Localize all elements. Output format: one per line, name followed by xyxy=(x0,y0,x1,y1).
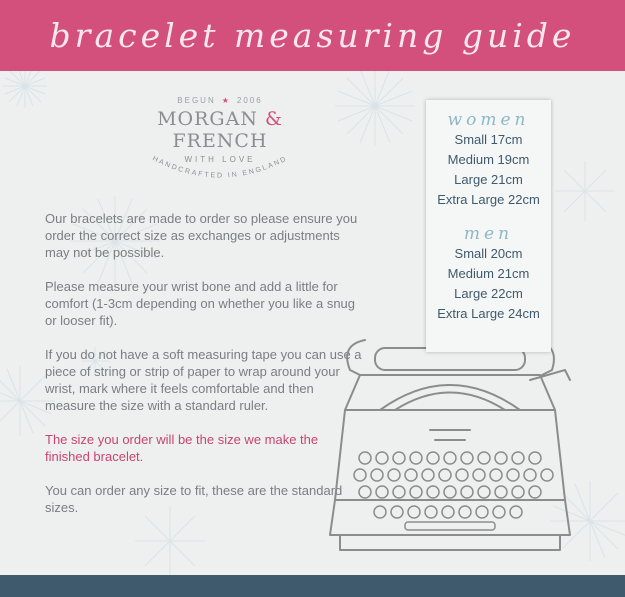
men-size-extra-large: Extra Large 24cm xyxy=(437,306,540,321)
logo-begun-label: BEGUN xyxy=(177,96,216,105)
logo-established xyxy=(110,96,330,105)
header-banner xyxy=(0,0,625,71)
logo-subtitle: WITH LOVE xyxy=(184,155,256,164)
star-icon: ★ xyxy=(221,96,231,105)
size-chart-card xyxy=(426,100,551,352)
women-size-large: Large 21cm xyxy=(454,172,523,187)
men-size-medium: Medium 21cm xyxy=(447,266,530,281)
logo-ampersand: & xyxy=(265,108,283,130)
logo-year: 2006 xyxy=(236,96,263,105)
paragraph-size-note: The size you order will be the size we make the finished bracelet. xyxy=(45,432,319,464)
men-heading: men xyxy=(463,224,514,244)
women-size-extra-large: Extra Large 22cm xyxy=(437,192,540,207)
logo-arc-badge xyxy=(120,146,320,196)
men-size-large: Large 22cm xyxy=(454,286,523,301)
women-size-medium: Medium 19cm xyxy=(447,152,530,167)
footer-band xyxy=(0,575,625,597)
logo-brand-right: FRENCH xyxy=(172,130,268,152)
page-title: bracelet measuring guide xyxy=(49,16,576,55)
men-size-small: Small 20cm xyxy=(454,246,523,261)
instructions-text xyxy=(45,210,365,533)
paragraph-standard-sizes: You can order any size to fit, these are the standard sizes. xyxy=(45,483,343,515)
logo-arc-text: HANDCRAFTED IN ENGLAND xyxy=(151,155,289,180)
svg-text:HANDCRAFTED IN ENGLAND xyxy=(151,155,288,179)
logo-brand-left: MORGAN xyxy=(157,108,258,130)
paragraph-made-to-order: Our bracelets are made to order so please ensure you order the correct size as exchanges or adjustments may not be possible. xyxy=(45,211,358,260)
paragraph-string-method: If you do not have a soft measuring tape you can use a piece of string or strip of paper to wrap around your wrist, mark where it feels comfortable and then measure the size with a standard ruler. xyxy=(45,347,362,413)
brand-logo xyxy=(110,96,330,196)
paragraph-measure-wrist: Please measure your wrist bone and add a little for comfort (1-3cm depending on whether you like a snug or looser fit). xyxy=(45,279,356,328)
women-heading: women xyxy=(447,110,530,130)
women-size-small: Small 17cm xyxy=(454,132,523,147)
